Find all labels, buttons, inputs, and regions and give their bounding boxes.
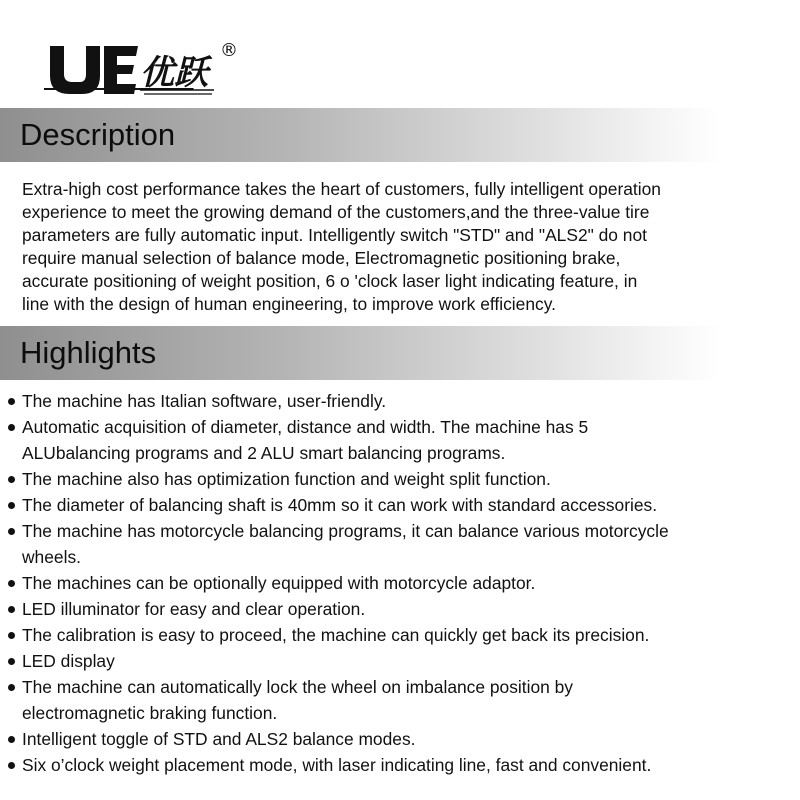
- list-item-text: The machine has motorcycle balancing programs, it can balance various motorcycle: [22, 521, 669, 541]
- list-item-text: Intelligent toggle of STD and ALS2 balance modes.: [22, 729, 416, 749]
- list-item-text: LED display: [22, 651, 115, 671]
- description-line: Extra-high cost performance takes the heart of customers, fully intelligent operation: [22, 179, 661, 199]
- list-item: [6, 518, 798, 570]
- bullet-icon: [8, 580, 15, 587]
- list-item-text: Automatic acquisition of diameter, distance and width. The machine has 5: [22, 417, 589, 437]
- list-item-text: LED illuminator for easy and clear operation.: [22, 599, 366, 619]
- list-item: [6, 466, 798, 492]
- highlights-list: [6, 388, 798, 778]
- list-item: [6, 414, 798, 466]
- registered-mark: ®: [220, 40, 238, 61]
- list-item: [6, 622, 798, 648]
- list-item: [6, 492, 798, 518]
- bullet-icon: [8, 684, 15, 691]
- description-line: parameters are fully automatic input. Intelligently switch "STD" and "ALS2" do not: [22, 225, 647, 246]
- list-item-text: The machine also has optimization function and weight split function.: [22, 469, 551, 489]
- list-item: [6, 648, 798, 674]
- description-title: Description: [20, 117, 176, 152]
- list-item: [6, 388, 798, 414]
- description-line: experience to meet the growing demand of the customers,and the three-value tire: [22, 202, 650, 223]
- highlights-title: Highlights: [20, 335, 157, 370]
- logo-chinese-text: 优跃: [140, 53, 208, 93]
- list-item: [6, 674, 798, 726]
- bullet-icon: [8, 424, 15, 431]
- list-item-text: Six o’clock weight placement mode, with laser indicating line, fast and convenient.: [22, 755, 652, 775]
- list-item-text: The calibration is easy to proceed, the machine can quickly get back its precision.: [22, 625, 650, 645]
- bullet-icon: [8, 658, 15, 665]
- list-item-text: electromagnetic braking function.: [22, 703, 278, 723]
- list-item-text: The machine can automatically lock the wheel on imbalance position by: [22, 677, 574, 697]
- bullet-icon: [8, 632, 15, 639]
- description-line: line with the design of human engineering, to improve work efficiency.: [22, 294, 556, 315]
- bullet-icon: [8, 528, 15, 535]
- bullet-icon: [8, 762, 15, 769]
- list-item: [6, 726, 798, 752]
- list-item: [6, 596, 798, 622]
- bullet-icon: [8, 476, 15, 483]
- list-item-text: ALUbalancing programs and 2 ALU smart balancing programs.: [22, 443, 506, 463]
- bullet-icon: [8, 398, 15, 405]
- description-text: [22, 178, 798, 317]
- highlights-header: [0, 326, 800, 380]
- bullet-icon: [8, 736, 15, 743]
- list-item-text: The diameter of balancing shaft is 40mm so it can work with standard accessories.: [22, 495, 658, 515]
- list-item-text: The machine has Italian software, user-friendly.: [22, 391, 387, 411]
- bullet-icon: [8, 502, 15, 509]
- list-item-text: The machines can be optionally equipped with motorcycle adaptor.: [22, 573, 536, 593]
- list-item: [6, 752, 798, 778]
- description-line: require manual selection of balance mode, Electromagnetic positioning brake,: [22, 248, 621, 269]
- list-item-text: wheels.: [22, 547, 81, 567]
- description-line: accurate positioning of weight position, 6 o 'clock laser light indicating feature, in: [22, 271, 638, 292]
- list-item: [6, 570, 798, 596]
- brand-logo: [44, 38, 244, 102]
- bullet-icon: [8, 606, 15, 613]
- description-header: [0, 108, 800, 162]
